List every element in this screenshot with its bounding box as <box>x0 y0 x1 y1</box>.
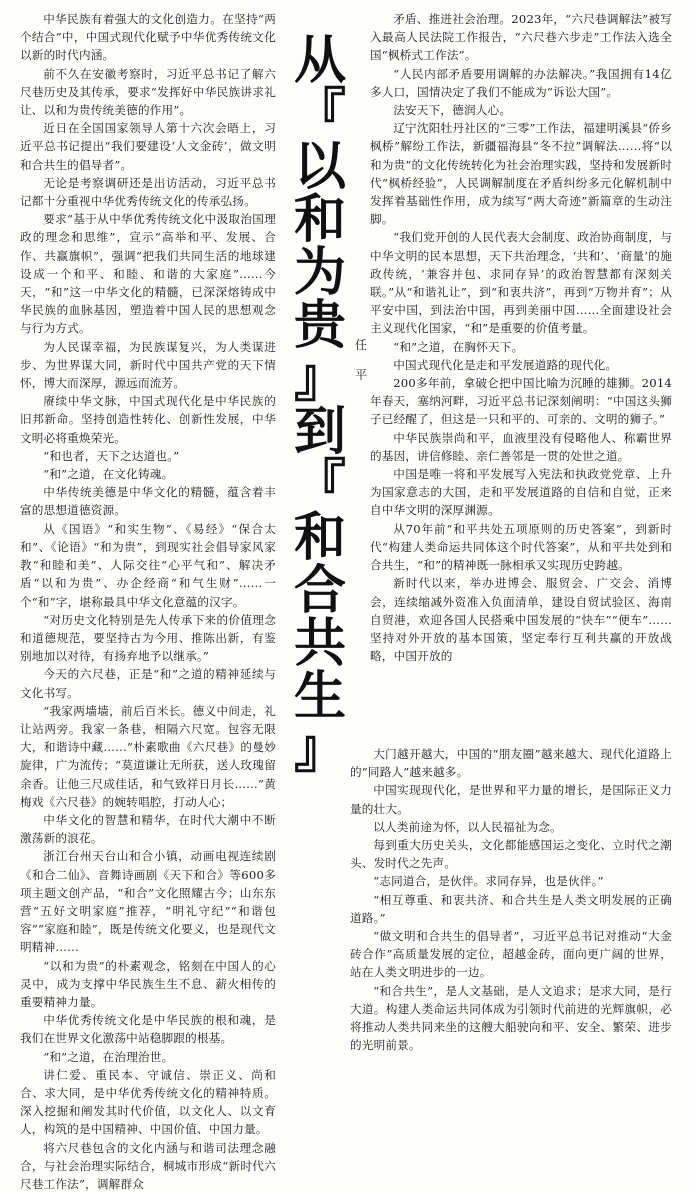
article-paragraph: 从70年前“和平共处五项原则的历史答案”，到新时代“构建人类命运共同体这个时代答案”，从和平共处到和合共生，“和”的精神既一脉相承又实现历史跨越。 <box>370 521 672 573</box>
article-paragraph: 今天的六尺巷，正是“和”之道的精神延续与文化书写。 <box>20 667 276 700</box>
article-paragraph: “和”之道，在胸怀天下。 <box>393 339 524 354</box>
article-paragraph: 中国式现代化是走和平发展道路的现代化。 <box>393 357 618 372</box>
article-paragraph: “志同道合，是伙伴。求同存异，也是伙伴。” <box>373 874 604 889</box>
article-paragraph: 中华传统美德是中华文化的精髓，蕴含着丰富的思想道德资源。 <box>20 485 276 518</box>
article-paragraph: 无论是考察调研还是出访活动，习近平总书记都十分重视中华优秀传统文化的传承弘扬。 <box>20 175 276 209</box>
article-column-left <box>20 10 276 1191</box>
article-paragraph: 中华优秀传统文化是中华民族的根和魂，是我们在世界文化激荡中站稳脚跟的根基。 <box>20 1013 276 1046</box>
article-paragraph: 大门越开越大，中国的“朋友圈”越来越大、现代化道路上的“同路人”越来越多。 <box>350 747 672 780</box>
headline-char: 合 <box>293 561 346 621</box>
article-paragraph: 矛盾、推进社会治理。2023年，“六尺巷调解法”被写入最高人民法院工作报告，“六尺巷六步走”工作法入选全国“枫桥式工作法”。 <box>370 12 672 63</box>
headline-char: 从 <box>293 31 346 91</box>
article-paragraph: “和合共生”，是人文基础，是人文追求；是求大同，是行大道。构建人类命运共同体成为引领时代前进的光辉旗帜，必将推动人类共同来坐的这艘大船驶向和平、安全、繁荣、进步的光明前景。 <box>350 983 672 1053</box>
headline-char: 贵 <box>293 296 346 356</box>
author-char: 平 <box>354 368 367 382</box>
article-column-right <box>370 10 672 745</box>
headline-char: 』 <box>293 720 346 780</box>
author-char: 任 <box>354 338 367 352</box>
article-paragraph: 新时代以来，举办进博会、服贸会、广交会、消博会，连续缩减外资准入负面清单，建设自贸试验区、海南自贸港，欢迎各国人民搭乘中国发展的“快车”“便车”……坚持对外开放的基本国策，坚定奉行互利共赢的开放战略，中国开放的 <box>370 576 672 664</box>
headline-char: 以 <box>293 137 346 197</box>
article-paragraph: 中华民族崇尚和平，血液里没有侵略他人、称霸世界的基因，讲信修睦、亲仁善邻是一贯的处世之道。 <box>370 430 672 463</box>
article-paragraph: 法安天下，德润人心。 <box>393 103 512 118</box>
headline-char: 为 <box>293 243 346 303</box>
article-paragraph: 赓续中华文脉，中国式现代化是中华民族的旧邦新命。坚持创造性转化、创新性发展，中华文明必将重焕荣光。 <box>20 394 276 445</box>
article-paragraph: 将六尺巷包含的文化内涵与和谐司法理念融合，与社会治理实际结合，桐城市形成“新时代六尺巷工作法”，调解群众 <box>20 1140 276 1191</box>
headline-vertical <box>289 31 351 780</box>
headline-char: 『 <box>293 84 346 144</box>
article-paragraph: “和”之道，在治理治世。 <box>43 1049 174 1064</box>
headline-char: 和 <box>293 190 346 250</box>
article-paragraph: 为人民谋幸福，为民族谋复兴，为人类谋进步、为世界谋大同，新时代中国共产党的天下情怀，博大而深厚，源远而流芳。 <box>20 339 276 391</box>
headline-char: 和 <box>293 508 346 568</box>
headline-char: 』 <box>293 349 346 409</box>
headline-char: 到 <box>293 402 346 462</box>
article-paragraph: 要求“基于从中华优秀传统文化中汲取治国理政的理念和思维”，宣示“高举和平、发展、合作、共赢旗帜”，强调“把我们共同生活的地球建设成一个和平、和睦、和谐的大家庭”……今天，“和”这一中华文化的精髓，已深深熔铸成中华民族的血脉基因，塑造着中国人民的思想观念与行为方式。 <box>20 212 276 336</box>
article-paragraph: 近日在全国国家领导人第十六次会晤上，习近平总书记提出“我们要建设‘人文金砖’，做文明和合共生的倡导者”。 <box>20 121 276 172</box>
article-paragraph: “和也者，天下之达道也。” <box>43 448 180 463</box>
article-paragraph: “我们党开创的人民代表大会制度、政治协商制度，与中华文明的民本思想，天下共治理念，‘共和’、‘商量’的施政传统，‘兼容并包、求同存异’的政治智慧都有深刻关联。”从“和谐礼让”，到“和衷共济”，再到“万物并育”；从平安中国，到法治中国，再到美丽中国……全面建设社会主义现代化国家，“和”是重要的价值考量。 <box>370 230 672 336</box>
headline-char: 生 <box>293 667 346 727</box>
article-paragraph: “和”之道，在文化铸魂。 <box>43 467 174 482</box>
article-paragraph: 中国实现现代化，是世界和平力量的增长，是国际正义力量的壮大。 <box>350 783 672 816</box>
article-paragraph: “相互尊重、和衷共济、和合共生是人类文明发展的正确道路。” <box>350 892 672 925</box>
article-paragraph: “对历史文化特别是先人传承下来的价值理念和道德规范，要坚持古为今用、推陈出新，有鉴别地加以对待，有扬弃地予以继承。” <box>20 612 276 664</box>
author-byline <box>354 330 368 390</box>
article-paragraph: “以和为贵”的朴素观念，铭刻在中国人的心灵中，成为支撑中华民族生生不息、薪火相传的重要精神力量。 <box>20 958 276 1009</box>
article-paragraph: 200多年前，拿破仑把中国比喻为沉睡的雄狮。2014年春天，塞纳河畔，习近平总书记深刻阐明：“中国这头狮子已经醒了，但这是一只和平的、可亲的、文明的狮子。” <box>370 376 672 427</box>
article-paragraph: 中华民族有着强大的文化创造力。在坚持“两个结合”中，中国式现代化赋予中华优秀传统文化以新的时代内涵。 <box>20 12 276 63</box>
article-paragraph: 每到重大历史关头，文化都能感国运之变化、立时代之潮头、发时代之先声。 <box>350 838 672 871</box>
article-paragraph: “做文明和合共生的倡导者”，习近平总书记对推动“大金砖合作”高质量发展的定位，超越金砖，面向更广阔的世界，站在人类文明进步的一边。 <box>350 929 672 980</box>
article-paragraph: “我家两墙墙，前后百米长。德义中间走，礼让站两旁。我家一条巷，相隔六尺宽。包容无限大，和谐诗中藏……”朴素歌曲《六尺巷》的曼妙旋律，广为流传；“莫道谦让无所获，送人玫瑰留余香。让他三尺成佳话，和气致祥日月长……”黄梅戏《六尺巷》的婉转唱腔，打动人心； <box>20 703 276 809</box>
article-paragraph: 讲仁爱、重民本、守诚信、崇正义、尚和合、求大同，是中华优秀传统文化的精神特质。深入挖掘和阐发其时代价值，以文化人、以文育人，构筑的是中国精神、中国价值、中国力量。 <box>20 1067 276 1137</box>
article-paragraph: 辽宁沈阳牡丹社区的“三零”工作法，福建明溪县“侨乡枫桥”解纷工作法，新疆福海县“冬不拉”调解法……将“以和为贵”的文化传统转化为社会治理实践，坚持和发展新时代“枫桥经验”，人民调解制度在矛盾纠纷多元化解机制中发挥着基础性作用，成为续写“两大奇迹”新篇章的生动注脚。 <box>370 121 672 227</box>
article-paragraph: 浙江台州天台山和合小镇，动画电视连续剧《和合二仙》、音舞诗画剧《天下和合》等600多项主题文创产品，“和合”文化照耀古今；山东东营“五好文明家庭”推荐，“明礼守纪”“和谐包容”“家庭和睦”，既是传统文化要义，也是现代文明精神…… <box>20 849 276 955</box>
article-paragraph: 前不久在安徽考察时，习近平总书记了解六尺巷历史及其传承，要求“发挥好中华民族讲求礼让、以和为贵传统美德的作用”。 <box>20 66 276 118</box>
article-paragraph: 以人类前途为怀，以人民福祉为念。 <box>373 819 562 834</box>
article-paragraph: 从《国语》“和实生物”、《易经》“保合太和”、《论语》“和为贵”，到现实社会倡导家风家教“和睦和美”、人际交往“心平气和”、解决矛盾“以和为贵”、办企经商“和气生财”……一个“和”字，堪称最具中华文化意蕴的汉字。 <box>20 521 276 609</box>
article-paragraph: 中华文化的智慧和精华，在时代大潮中不断激荡新的浪花。 <box>20 812 276 846</box>
headline-char: 『 <box>293 455 346 515</box>
article-paragraph: 中国是唯一将和平发展写入宪法和执政党党章、上升为国家意志的大国，走和平发展道路的自信和自觉，正来自中华文明的深厚渊源。 <box>370 467 672 518</box>
headline-char: 共 <box>293 614 346 674</box>
article-paragraph: “人民内部矛盾要用调解的办法解决。”我国拥有14亿多人口，国情决定了我们不能成为“诉讼大国”。 <box>370 66 672 99</box>
article-column-bottom <box>350 745 672 1053</box>
